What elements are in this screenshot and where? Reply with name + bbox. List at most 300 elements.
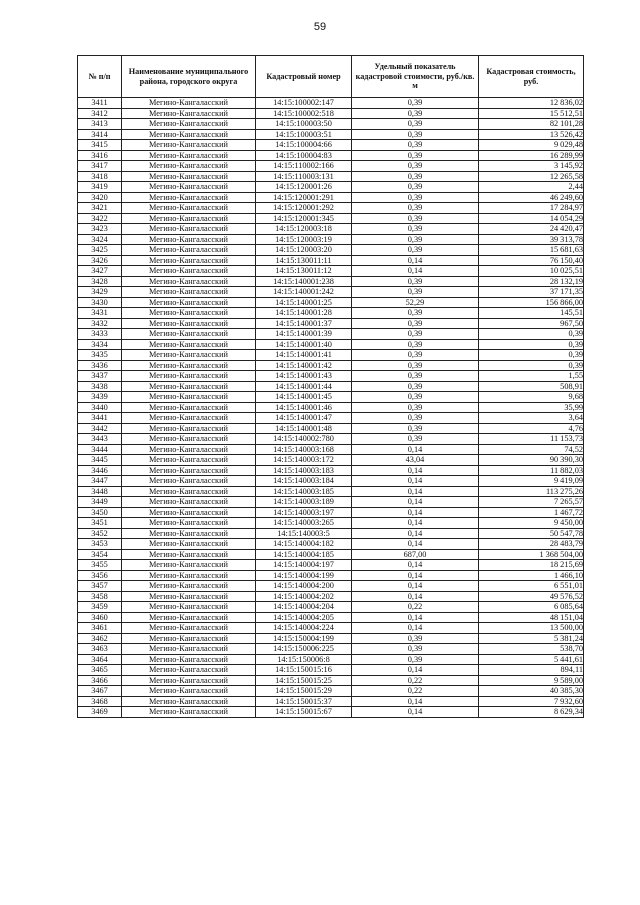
- unit-rate: 0,14: [352, 696, 479, 707]
- cadastral-value: 10 025,51: [479, 266, 584, 277]
- cadastral-number: 14:15:140003:183: [256, 465, 352, 476]
- cadastral-number: 14:15:100003:50: [256, 119, 352, 130]
- unit-rate: 0,14: [352, 266, 479, 277]
- cadastral-number: 14:15:140002:780: [256, 434, 352, 445]
- district-name: Мегино-Кангаласский: [122, 707, 256, 718]
- cadastral-value: 8 629,34: [479, 707, 584, 718]
- cadastral-number: 14:15:140004:224: [256, 623, 352, 634]
- unit-rate: 0,22: [352, 686, 479, 697]
- row-number: 3442: [78, 423, 122, 434]
- cadastral-number: 14:15:120003:18: [256, 224, 352, 235]
- cadastral-number: 14:15:150015:16: [256, 665, 352, 676]
- cadastral-value: 14 054,29: [479, 213, 584, 224]
- row-number: 3438: [78, 381, 122, 392]
- district-name: Мегино-Кангаласский: [122, 192, 256, 203]
- unit-rate: 0,39: [352, 203, 479, 214]
- district-name: Мегино-Кангаласский: [122, 119, 256, 130]
- cadastral-value: 0,39: [479, 329, 584, 340]
- district-name: Мегино-Кангаласский: [122, 360, 256, 371]
- cadastral-number: 14:15:140001:242: [256, 287, 352, 298]
- row-number: 3416: [78, 150, 122, 161]
- cadastral-value: 6 551,01: [479, 581, 584, 592]
- district-name: Мегино-Кангаласский: [122, 497, 256, 508]
- unit-rate: 0,39: [352, 150, 479, 161]
- district-name: Мегино-Кангаласский: [122, 234, 256, 245]
- cadastral-value: 0,39: [479, 350, 584, 361]
- unit-rate: 0,39: [352, 654, 479, 665]
- row-number: 3412: [78, 108, 122, 119]
- unit-rate: 0,39: [352, 119, 479, 130]
- cadastral-value: 82 101,28: [479, 119, 584, 130]
- table-row: [78, 255, 584, 266]
- cadastral-number: 14:15:140003:168: [256, 444, 352, 455]
- table-row: [78, 360, 584, 371]
- row-number: 3422: [78, 213, 122, 224]
- district-name: Мегино-Кангаласский: [122, 507, 256, 518]
- cadastral-value: 0,39: [479, 339, 584, 350]
- row-number: 3411: [78, 98, 122, 109]
- district-name: Мегино-Кангаласский: [122, 150, 256, 161]
- district-name: Мегино-Кангаласский: [122, 392, 256, 403]
- row-number: 3458: [78, 591, 122, 602]
- district-name: Мегино-Кангаласский: [122, 371, 256, 382]
- row-number: 3468: [78, 696, 122, 707]
- cadastral-number: 14:15:150006:225: [256, 644, 352, 655]
- row-number: 3435: [78, 350, 122, 361]
- row-number: 3425: [78, 245, 122, 256]
- cadastral-number: 14:15:140003:189: [256, 497, 352, 508]
- cadastral-value: 894,11: [479, 665, 584, 676]
- cadastral-value: 156 866,00: [479, 297, 584, 308]
- cadastral-number: 14:15:140004:185: [256, 549, 352, 560]
- district-name: Мегино-Кангаласский: [122, 318, 256, 329]
- table-row: [78, 119, 584, 130]
- cadastral-value: 15 681,63: [479, 245, 584, 256]
- cadastral-value: 46 249,60: [479, 192, 584, 203]
- table-row: [78, 266, 584, 277]
- district-name: Мегино-Кангаласский: [122, 549, 256, 560]
- unit-rate: 0,39: [352, 308, 479, 319]
- table-row: [78, 308, 584, 319]
- table-row: [78, 318, 584, 329]
- row-number: 3427: [78, 266, 122, 277]
- cadastral-number: 14:15:150015:29: [256, 686, 352, 697]
- cadastral-value: 48 151,04: [479, 612, 584, 623]
- table-row: [78, 434, 584, 445]
- district-name: Мегино-Кангаласский: [122, 266, 256, 277]
- row-number: 3463: [78, 644, 122, 655]
- row-number: 3441: [78, 413, 122, 424]
- cadastral-number: 14:15:150015:67: [256, 707, 352, 718]
- unit-rate: 43,04: [352, 455, 479, 466]
- table-row: [78, 234, 584, 245]
- row-number: 3426: [78, 255, 122, 266]
- cadastral-number: 14:15:140001:41: [256, 350, 352, 361]
- row-number: 3452: [78, 528, 122, 539]
- cadastral-value: 9 029,48: [479, 140, 584, 151]
- district-name: Мегино-Кангаласский: [122, 308, 256, 319]
- table-row: [78, 686, 584, 697]
- cadastral-number: 14:15:140004:202: [256, 591, 352, 602]
- cadastral-number: 14:15:140001:25: [256, 297, 352, 308]
- table-row: [78, 591, 584, 602]
- district-name: Мегино-Кангаласский: [122, 171, 256, 182]
- header-cadastral-value: Кадастровая стоимость, руб.: [479, 56, 584, 98]
- unit-rate: 0,14: [352, 581, 479, 592]
- cadastral-number: 14:15:140001:42: [256, 360, 352, 371]
- district-name: Мегино-Кангаласский: [122, 224, 256, 235]
- row-number: 3443: [78, 434, 122, 445]
- table-row: [78, 297, 584, 308]
- unit-rate: 0,14: [352, 465, 479, 476]
- cadastral-value: 11 153,73: [479, 434, 584, 445]
- district-name: Мегино-Кангаласский: [122, 255, 256, 266]
- cadastral-number: 14:15:140004:182: [256, 539, 352, 550]
- table-row: [78, 402, 584, 413]
- unit-rate: 0,39: [352, 287, 479, 298]
- cadastral-number: 14:15:140004:204: [256, 602, 352, 613]
- row-number: 3419: [78, 182, 122, 193]
- row-number: 3451: [78, 518, 122, 529]
- row-number: 3462: [78, 633, 122, 644]
- row-number: 3429: [78, 287, 122, 298]
- row-number: 3457: [78, 581, 122, 592]
- cadastral-value: 40 385,30: [479, 686, 584, 697]
- table-row: [78, 612, 584, 623]
- cadastral-number: 14:15:100004:83: [256, 150, 352, 161]
- cadastral-number: 14:15:120001:345: [256, 213, 352, 224]
- cadastral-number: 14:15:140004:197: [256, 560, 352, 571]
- district-name: Мегино-Кангаласский: [122, 539, 256, 550]
- district-name: Мегино-Кангаласский: [122, 675, 256, 686]
- unit-rate: 0,39: [352, 423, 479, 434]
- row-number: 3433: [78, 329, 122, 340]
- table-header-row: [78, 56, 584, 98]
- table-row: [78, 455, 584, 466]
- row-number: 3437: [78, 371, 122, 382]
- district-name: Мегино-Кангаласский: [122, 182, 256, 193]
- cadastral-value: 1 466,10: [479, 570, 584, 581]
- table-row: [78, 224, 584, 235]
- row-number: 3414: [78, 129, 122, 140]
- row-number: 3469: [78, 707, 122, 718]
- district-name: Мегино-Кангаласский: [122, 329, 256, 340]
- cadastral-number: 14:15:140001:44: [256, 381, 352, 392]
- cadastral-value: 5 441,61: [479, 654, 584, 665]
- table-row: [78, 696, 584, 707]
- header-district: Наименование муниципального района, городского округа: [122, 56, 256, 98]
- row-number: 3449: [78, 497, 122, 508]
- district-name: Мегино-Кангаласский: [122, 696, 256, 707]
- cadastral-number: 14:15:120001:26: [256, 182, 352, 193]
- cadastral-value: 9,68: [479, 392, 584, 403]
- table-row: [78, 213, 584, 224]
- district-name: Мегино-Кангаласский: [122, 444, 256, 455]
- cadastral-number: 14:15:140001:43: [256, 371, 352, 382]
- table-row: [78, 129, 584, 140]
- district-name: Мегино-Кангаласский: [122, 528, 256, 539]
- cadastral-value: 24 420,47: [479, 224, 584, 235]
- unit-rate: 0,39: [352, 98, 479, 109]
- unit-rate: 0,39: [352, 171, 479, 182]
- district-name: Мегино-Кангаласский: [122, 591, 256, 602]
- table-row: [78, 371, 584, 382]
- cadastral-value: 7 932,60: [479, 696, 584, 707]
- cadastral-value: 49 576,52: [479, 591, 584, 602]
- row-number: 3453: [78, 539, 122, 550]
- table-row: [78, 497, 584, 508]
- unit-rate: 0,39: [352, 161, 479, 172]
- table-row: [78, 465, 584, 476]
- cadastral-value: 967,50: [479, 318, 584, 329]
- cadastral-value: 39 313,78: [479, 234, 584, 245]
- unit-rate: 0,14: [352, 528, 479, 539]
- row-number: 3460: [78, 612, 122, 623]
- district-name: Мегино-Кангаласский: [122, 245, 256, 256]
- cadastral-value: 2,44: [479, 182, 584, 193]
- cadastral-value: 1,55: [479, 371, 584, 382]
- row-number: 3461: [78, 623, 122, 634]
- table-row: [78, 633, 584, 644]
- district-name: Мегино-Кангаласский: [122, 644, 256, 655]
- cadastral-number: 14:15:140003:172: [256, 455, 352, 466]
- table-row: [78, 413, 584, 424]
- row-number: 3445: [78, 455, 122, 466]
- unit-rate: 0,14: [352, 486, 479, 497]
- cadastral-value: 4,76: [479, 423, 584, 434]
- cadastral-value: 35,99: [479, 402, 584, 413]
- district-name: Мегино-Кангаласский: [122, 108, 256, 119]
- cadastral-value: 13 526,42: [479, 129, 584, 140]
- row-number: 3413: [78, 119, 122, 130]
- unit-rate: 0,39: [352, 245, 479, 256]
- cadastral-value: 13 500,00: [479, 623, 584, 634]
- district-name: Мегино-Кангаласский: [122, 276, 256, 287]
- row-number: 3424: [78, 234, 122, 245]
- cadastral-number: 14:15:100002:147: [256, 98, 352, 109]
- table-row: [78, 276, 584, 287]
- unit-rate: 0,39: [352, 329, 479, 340]
- table-body: [78, 98, 584, 718]
- table-row: [78, 581, 584, 592]
- cadastral-value: 12 836,02: [479, 98, 584, 109]
- district-name: Мегино-Кангаласский: [122, 560, 256, 571]
- unit-rate: 0,39: [352, 360, 479, 371]
- cadastral-number: 14:15:150015:25: [256, 675, 352, 686]
- cadastral-value: 28 132,19: [479, 276, 584, 287]
- cadastral-value: 1 467,72: [479, 507, 584, 518]
- district-name: Мегино-Кангаласский: [122, 297, 256, 308]
- table-row: [78, 203, 584, 214]
- district-name: Мегино-Кангаласский: [122, 602, 256, 613]
- cadastral-value: 5 381,24: [479, 633, 584, 644]
- cadastral-number: 14:15:140004:205: [256, 612, 352, 623]
- table-row: [78, 707, 584, 718]
- unit-rate: 0,14: [352, 518, 479, 529]
- row-number: 3432: [78, 318, 122, 329]
- cadastral-value: 18 215,69: [479, 560, 584, 571]
- row-number: 3430: [78, 297, 122, 308]
- row-number: 3423: [78, 224, 122, 235]
- unit-rate: 0,39: [352, 140, 479, 151]
- table-row: [78, 665, 584, 676]
- unit-rate: 0,39: [352, 129, 479, 140]
- table-header: [78, 56, 584, 98]
- district-name: Мегино-Кангаласский: [122, 434, 256, 445]
- table-row: [78, 518, 584, 529]
- unit-rate: 0,39: [352, 381, 479, 392]
- cadastral-value: 37 171,35: [479, 287, 584, 298]
- table-row: [78, 192, 584, 203]
- district-name: Мегино-Кангаласский: [122, 612, 256, 623]
- cadastral-value: 90 390,30: [479, 455, 584, 466]
- cadastral-value: 508,91: [479, 381, 584, 392]
- cadastral-value: 12 265,58: [479, 171, 584, 182]
- district-name: Мегино-Кангаласский: [122, 623, 256, 634]
- cadastral-number: 14:15:140004:200: [256, 581, 352, 592]
- table-row: [78, 329, 584, 340]
- table-row: [78, 339, 584, 350]
- row-number: 3440: [78, 402, 122, 413]
- district-name: Мегино-Кангаласский: [122, 129, 256, 140]
- table-row: [78, 392, 584, 403]
- cadastral-number: 14:15:140001:28: [256, 308, 352, 319]
- unit-rate: 0,14: [352, 570, 479, 581]
- table-row: [78, 108, 584, 119]
- district-name: Мегино-Кангаласский: [122, 686, 256, 697]
- cadastral-number: 14:15:150015:37: [256, 696, 352, 707]
- unit-rate: 0,39: [352, 224, 479, 235]
- table-row: [78, 623, 584, 634]
- cadastral-value: 145,51: [479, 308, 584, 319]
- cadastral-value: 17 284,97: [479, 203, 584, 214]
- row-number: 3439: [78, 392, 122, 403]
- district-name: Мегино-Кангаласский: [122, 161, 256, 172]
- district-name: Мегино-Кангаласский: [122, 633, 256, 644]
- table-row: [78, 654, 584, 665]
- cadastral-number: 14:15:140004:199: [256, 570, 352, 581]
- table-row: [78, 570, 584, 581]
- row-number: 3428: [78, 276, 122, 287]
- unit-rate: 0,14: [352, 623, 479, 634]
- unit-rate: 687,00: [352, 549, 479, 560]
- cadastral-value: 0,39: [479, 360, 584, 371]
- unit-rate: 0,14: [352, 444, 479, 455]
- unit-rate: 0,14: [352, 612, 479, 623]
- unit-rate: 0,14: [352, 665, 479, 676]
- row-number: 3466: [78, 675, 122, 686]
- row-number: 3454: [78, 549, 122, 560]
- unit-rate: 0,39: [352, 234, 479, 245]
- cadastral-number: 14:15:150006:8: [256, 654, 352, 665]
- cadastral-value: 74,52: [479, 444, 584, 455]
- unit-rate: 0,14: [352, 476, 479, 487]
- table-row: [78, 476, 584, 487]
- header-row-number: № п/п: [78, 56, 122, 98]
- district-name: Мегино-Кангаласский: [122, 465, 256, 476]
- cadastral-value-table: [77, 55, 584, 718]
- cadastral-number: 14:15:140003:185: [256, 486, 352, 497]
- district-name: Мегино-Кангаласский: [122, 213, 256, 224]
- table-row: [78, 486, 584, 497]
- cadastral-value: 3,64: [479, 413, 584, 424]
- cadastral-value: 6 085,64: [479, 602, 584, 613]
- row-number: 3448: [78, 486, 122, 497]
- table-row: [78, 287, 584, 298]
- unit-rate: 0,39: [352, 402, 479, 413]
- cadastral-number: 14:15:100003:51: [256, 129, 352, 140]
- unit-rate: 0,39: [352, 350, 479, 361]
- row-number: 3436: [78, 360, 122, 371]
- row-number: 3444: [78, 444, 122, 455]
- unit-rate: 0,14: [352, 560, 479, 571]
- cadastral-value: 7 265,57: [479, 497, 584, 508]
- cadastral-number: 14:15:100004:66: [256, 140, 352, 151]
- unit-rate: 0,14: [352, 497, 479, 508]
- cadastral-number: 14:15:130011:12: [256, 266, 352, 277]
- cadastral-number: 14:15:120003:20: [256, 245, 352, 256]
- unit-rate: 0,14: [352, 707, 479, 718]
- table-row: [78, 161, 584, 172]
- unit-rate: 0,39: [352, 213, 479, 224]
- row-number: 3415: [78, 140, 122, 151]
- cadastral-value: 28 483,79: [479, 539, 584, 550]
- unit-rate: 0,22: [352, 602, 479, 613]
- table-row: [78, 98, 584, 109]
- unit-rate: 0,14: [352, 255, 479, 266]
- header-unit-rate: Удельный показатель кадастровой стоимости, руб./кв. м: [352, 56, 479, 98]
- cadastral-number: 14:15:140001:37: [256, 318, 352, 329]
- cadastral-value: 538,70: [479, 644, 584, 655]
- table-row: [78, 182, 584, 193]
- unit-rate: 0,39: [352, 434, 479, 445]
- cadastral-value: 113 275,26: [479, 486, 584, 497]
- row-number: 3447: [78, 476, 122, 487]
- table-row: [78, 245, 584, 256]
- row-number: 3456: [78, 570, 122, 581]
- header-cadastral-number: Кадастровый номер: [256, 56, 352, 98]
- district-name: Мегино-Кангаласский: [122, 518, 256, 529]
- cadastral-value: 76 150,40: [479, 255, 584, 266]
- cadastral-number: 14:15:140003:5: [256, 528, 352, 539]
- table-row: [78, 602, 584, 613]
- cadastral-value: 9 419,09: [479, 476, 584, 487]
- table-row: [78, 350, 584, 361]
- row-number: 3418: [78, 171, 122, 182]
- table-row: [78, 675, 584, 686]
- unit-rate: 0,39: [352, 318, 479, 329]
- unit-rate: 0,39: [352, 413, 479, 424]
- row-number: 3434: [78, 339, 122, 350]
- unit-rate: 0,39: [352, 371, 479, 382]
- cadastral-number: 14:15:100002:518: [256, 108, 352, 119]
- row-number: 3455: [78, 560, 122, 571]
- cadastral-number: 14:15:140001:40: [256, 339, 352, 350]
- district-name: Мегино-Кангаласский: [122, 413, 256, 424]
- district-name: Мегино-Кангаласский: [122, 339, 256, 350]
- cadastral-number: 14:15:110003:131: [256, 171, 352, 182]
- cadastral-number: 14:15:140001:48: [256, 423, 352, 434]
- cadastral-number: 14:15:140001:45: [256, 392, 352, 403]
- table-row: [78, 140, 584, 151]
- unit-rate: 0,39: [352, 633, 479, 644]
- cadastral-value: 16 289,99: [479, 150, 584, 161]
- table-row: [78, 539, 584, 550]
- district-name: Мегино-Кангаласский: [122, 402, 256, 413]
- cadastral-number: 14:15:140003:197: [256, 507, 352, 518]
- cadastral-number: 14:15:140001:238: [256, 276, 352, 287]
- unit-rate: 0,39: [352, 276, 479, 287]
